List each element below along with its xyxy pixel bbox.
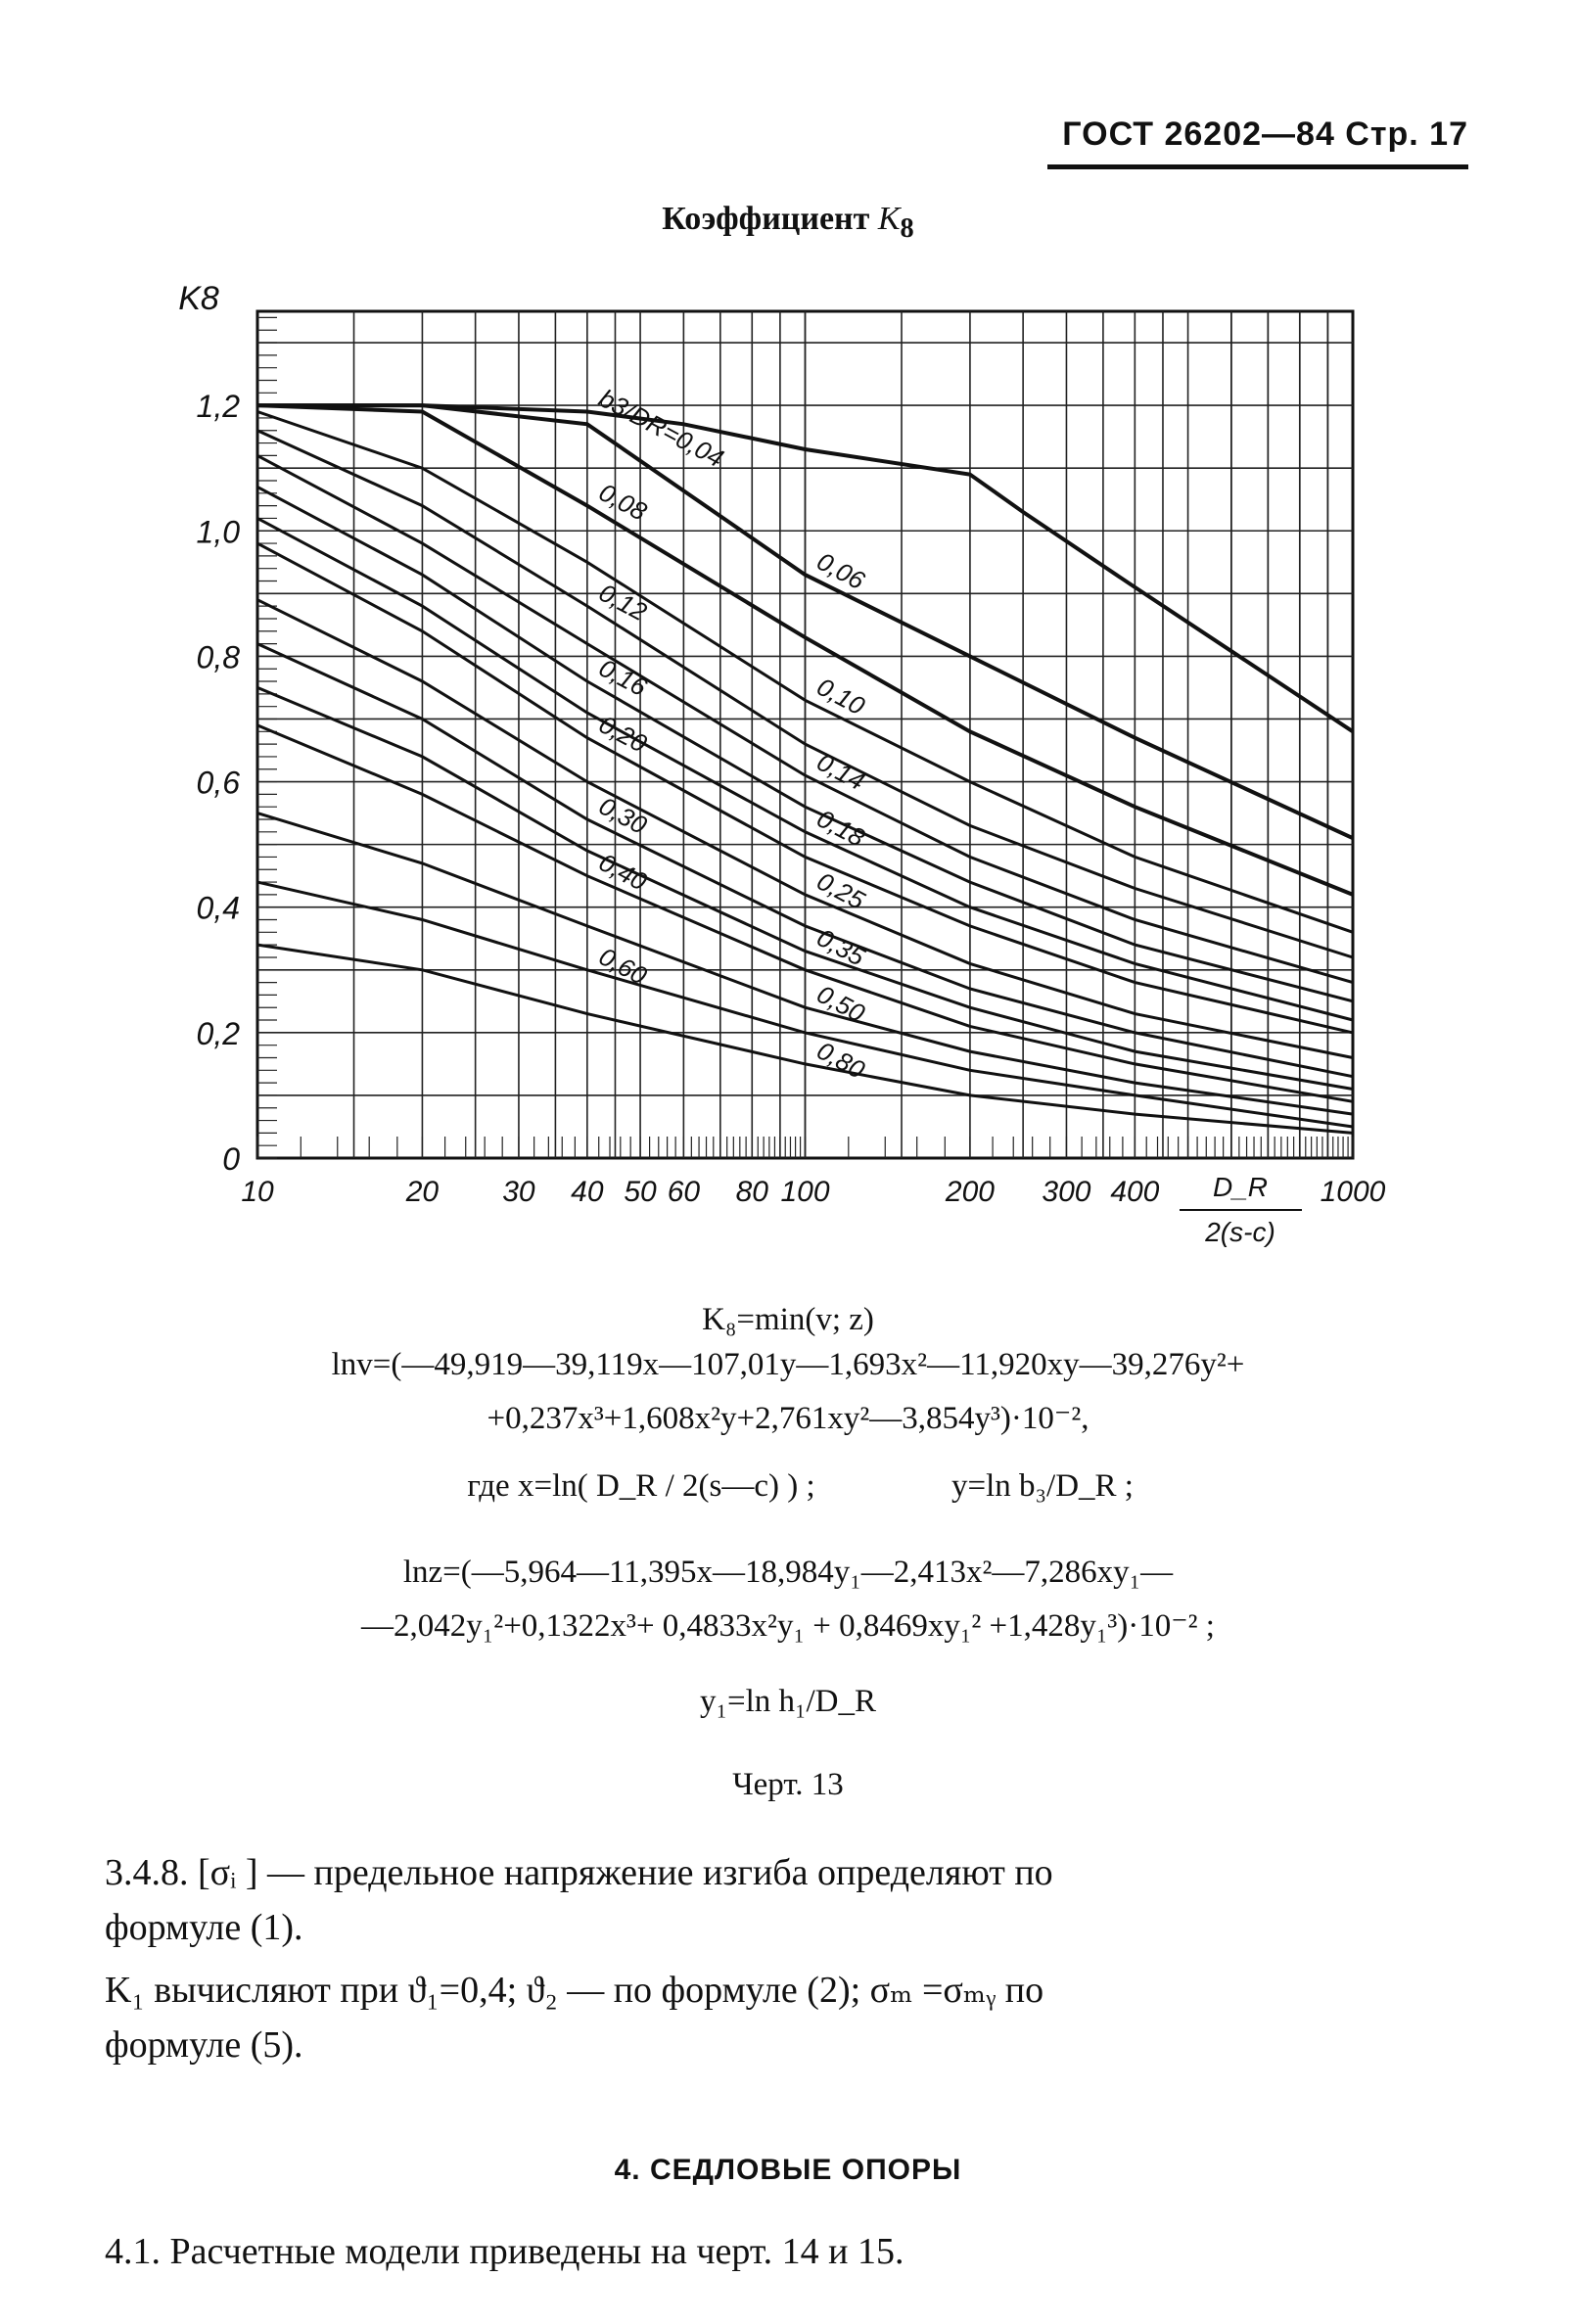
series-label: b3/DR=0,04 xyxy=(594,383,729,474)
series-label: 0,80 xyxy=(811,1035,870,1085)
x-tick-label: 200 xyxy=(945,1176,995,1208)
x-tick-label: 400 xyxy=(1110,1176,1160,1208)
formula-lnv-line2: +0,237x³+1,608x²y+2,761xy²—3,854y³)·10⁻², xyxy=(487,1401,1089,1436)
series-label: 0,35 xyxy=(811,922,870,972)
paragraph-3-4-8-line2: формуле (1). xyxy=(105,1907,303,1948)
series-label: 0,30 xyxy=(594,790,652,841)
series-label: 0,16 xyxy=(594,652,652,703)
series-label: 0,60 xyxy=(594,941,652,991)
formula-lnz-line2: —2,042y₁²+0,1322x³+ 0,4833x²y₁ + 0,8469xy₁² +1,428y₁³)·10⁻² ; xyxy=(361,1608,1215,1644)
series-label: 0,14 xyxy=(811,746,870,797)
paragraph-3-4-8-line1: 3.4.8. [σᵢ ] — предельное напряжение изгиба определяют по xyxy=(105,1852,1053,1893)
x-tick-label: 60 xyxy=(667,1176,701,1208)
series-label: 0,12 xyxy=(594,577,652,627)
series-label: 0,06 xyxy=(811,545,870,596)
y-tick-label: 0,6 xyxy=(196,765,240,801)
y-tick-label: 0,2 xyxy=(196,1015,240,1051)
x-axis-label-numerator: D_R xyxy=(1212,1172,1269,1202)
formula-lnv-line1: lnv=(—49,919—39,119x—107,01y—1,693x²—11,920xy—39,276y²+ xyxy=(331,1347,1245,1382)
y-tick-label: 1,2 xyxy=(196,389,240,425)
paragraph-3-4-8 xyxy=(105,1845,1475,1955)
x-axis-label-denominator: 2(s-c) xyxy=(1205,1217,1275,1247)
y-tick-label: 0 xyxy=(222,1141,240,1177)
section-title: 4. СЕДЛОВЫЕ ОПОРЫ xyxy=(614,2154,962,2186)
x-tick-label: 30 xyxy=(502,1176,535,1208)
formula-lnz-line1: lnz=(—5,964—11,395x—18,984y₁—2,413x²—7,286xy₁— xyxy=(402,1555,1174,1590)
x-tick-label: 1000 xyxy=(1320,1176,1386,1208)
x-tick-label: 20 xyxy=(405,1176,440,1208)
series-label: 0,50 xyxy=(811,979,870,1029)
y-tick-label: 0,8 xyxy=(196,639,240,675)
y-axis-label: K8 xyxy=(178,280,219,317)
series-label: 0,40 xyxy=(594,847,652,897)
series-label: 0,25 xyxy=(811,865,870,915)
formula-where-y: y=ln b₃/D_R ; xyxy=(951,1468,1134,1504)
x-tick-label: 40 xyxy=(571,1176,604,1208)
chart-title-subscript: 8 xyxy=(900,212,914,244)
x-tick-label: 80 xyxy=(735,1176,768,1208)
header-text: ГОСТ 26202—84 Стр. 17 xyxy=(1062,116,1468,153)
x-tick-label: 300 xyxy=(1042,1176,1091,1208)
series-label: 0,20 xyxy=(594,709,652,759)
paragraph-k1 xyxy=(105,1963,1475,2072)
series-label: 0,10 xyxy=(811,672,870,721)
paragraph-k1-line1: K₁ вычисляют при ϑ₁=0,4; ϑ₂ — по формуле (2); σₘ =σₘᵧ по xyxy=(105,1970,1044,2011)
x-tick-label: 50 xyxy=(624,1176,657,1208)
series-label: 0,18 xyxy=(811,803,870,853)
paragraph-k1-line2: формуле (5). xyxy=(105,2024,303,2066)
figure-caption: Черт. 13 xyxy=(732,1767,844,1802)
formula-y1: y₁=ln h₁/D_R xyxy=(699,1684,877,1719)
x-tick-label: 10 xyxy=(241,1176,274,1208)
y-tick-label: 0,4 xyxy=(196,890,240,926)
chart-title-prefix: Коэффициент xyxy=(662,201,870,237)
y-tick-label: 1,0 xyxy=(196,514,240,550)
paragraph-4-1: 4.1. Расчетные модели приведены на черт. 14 и 15. xyxy=(105,2231,904,2272)
x-tick-label: 100 xyxy=(780,1176,830,1208)
formula-where-x: где x=ln( D_R / 2(s—c) ) ; xyxy=(467,1468,815,1504)
formula-k8: K₈=min(v; z) xyxy=(702,1302,874,1337)
series-label: 0,08 xyxy=(594,477,652,527)
chart-title-symbol: K xyxy=(877,201,901,237)
